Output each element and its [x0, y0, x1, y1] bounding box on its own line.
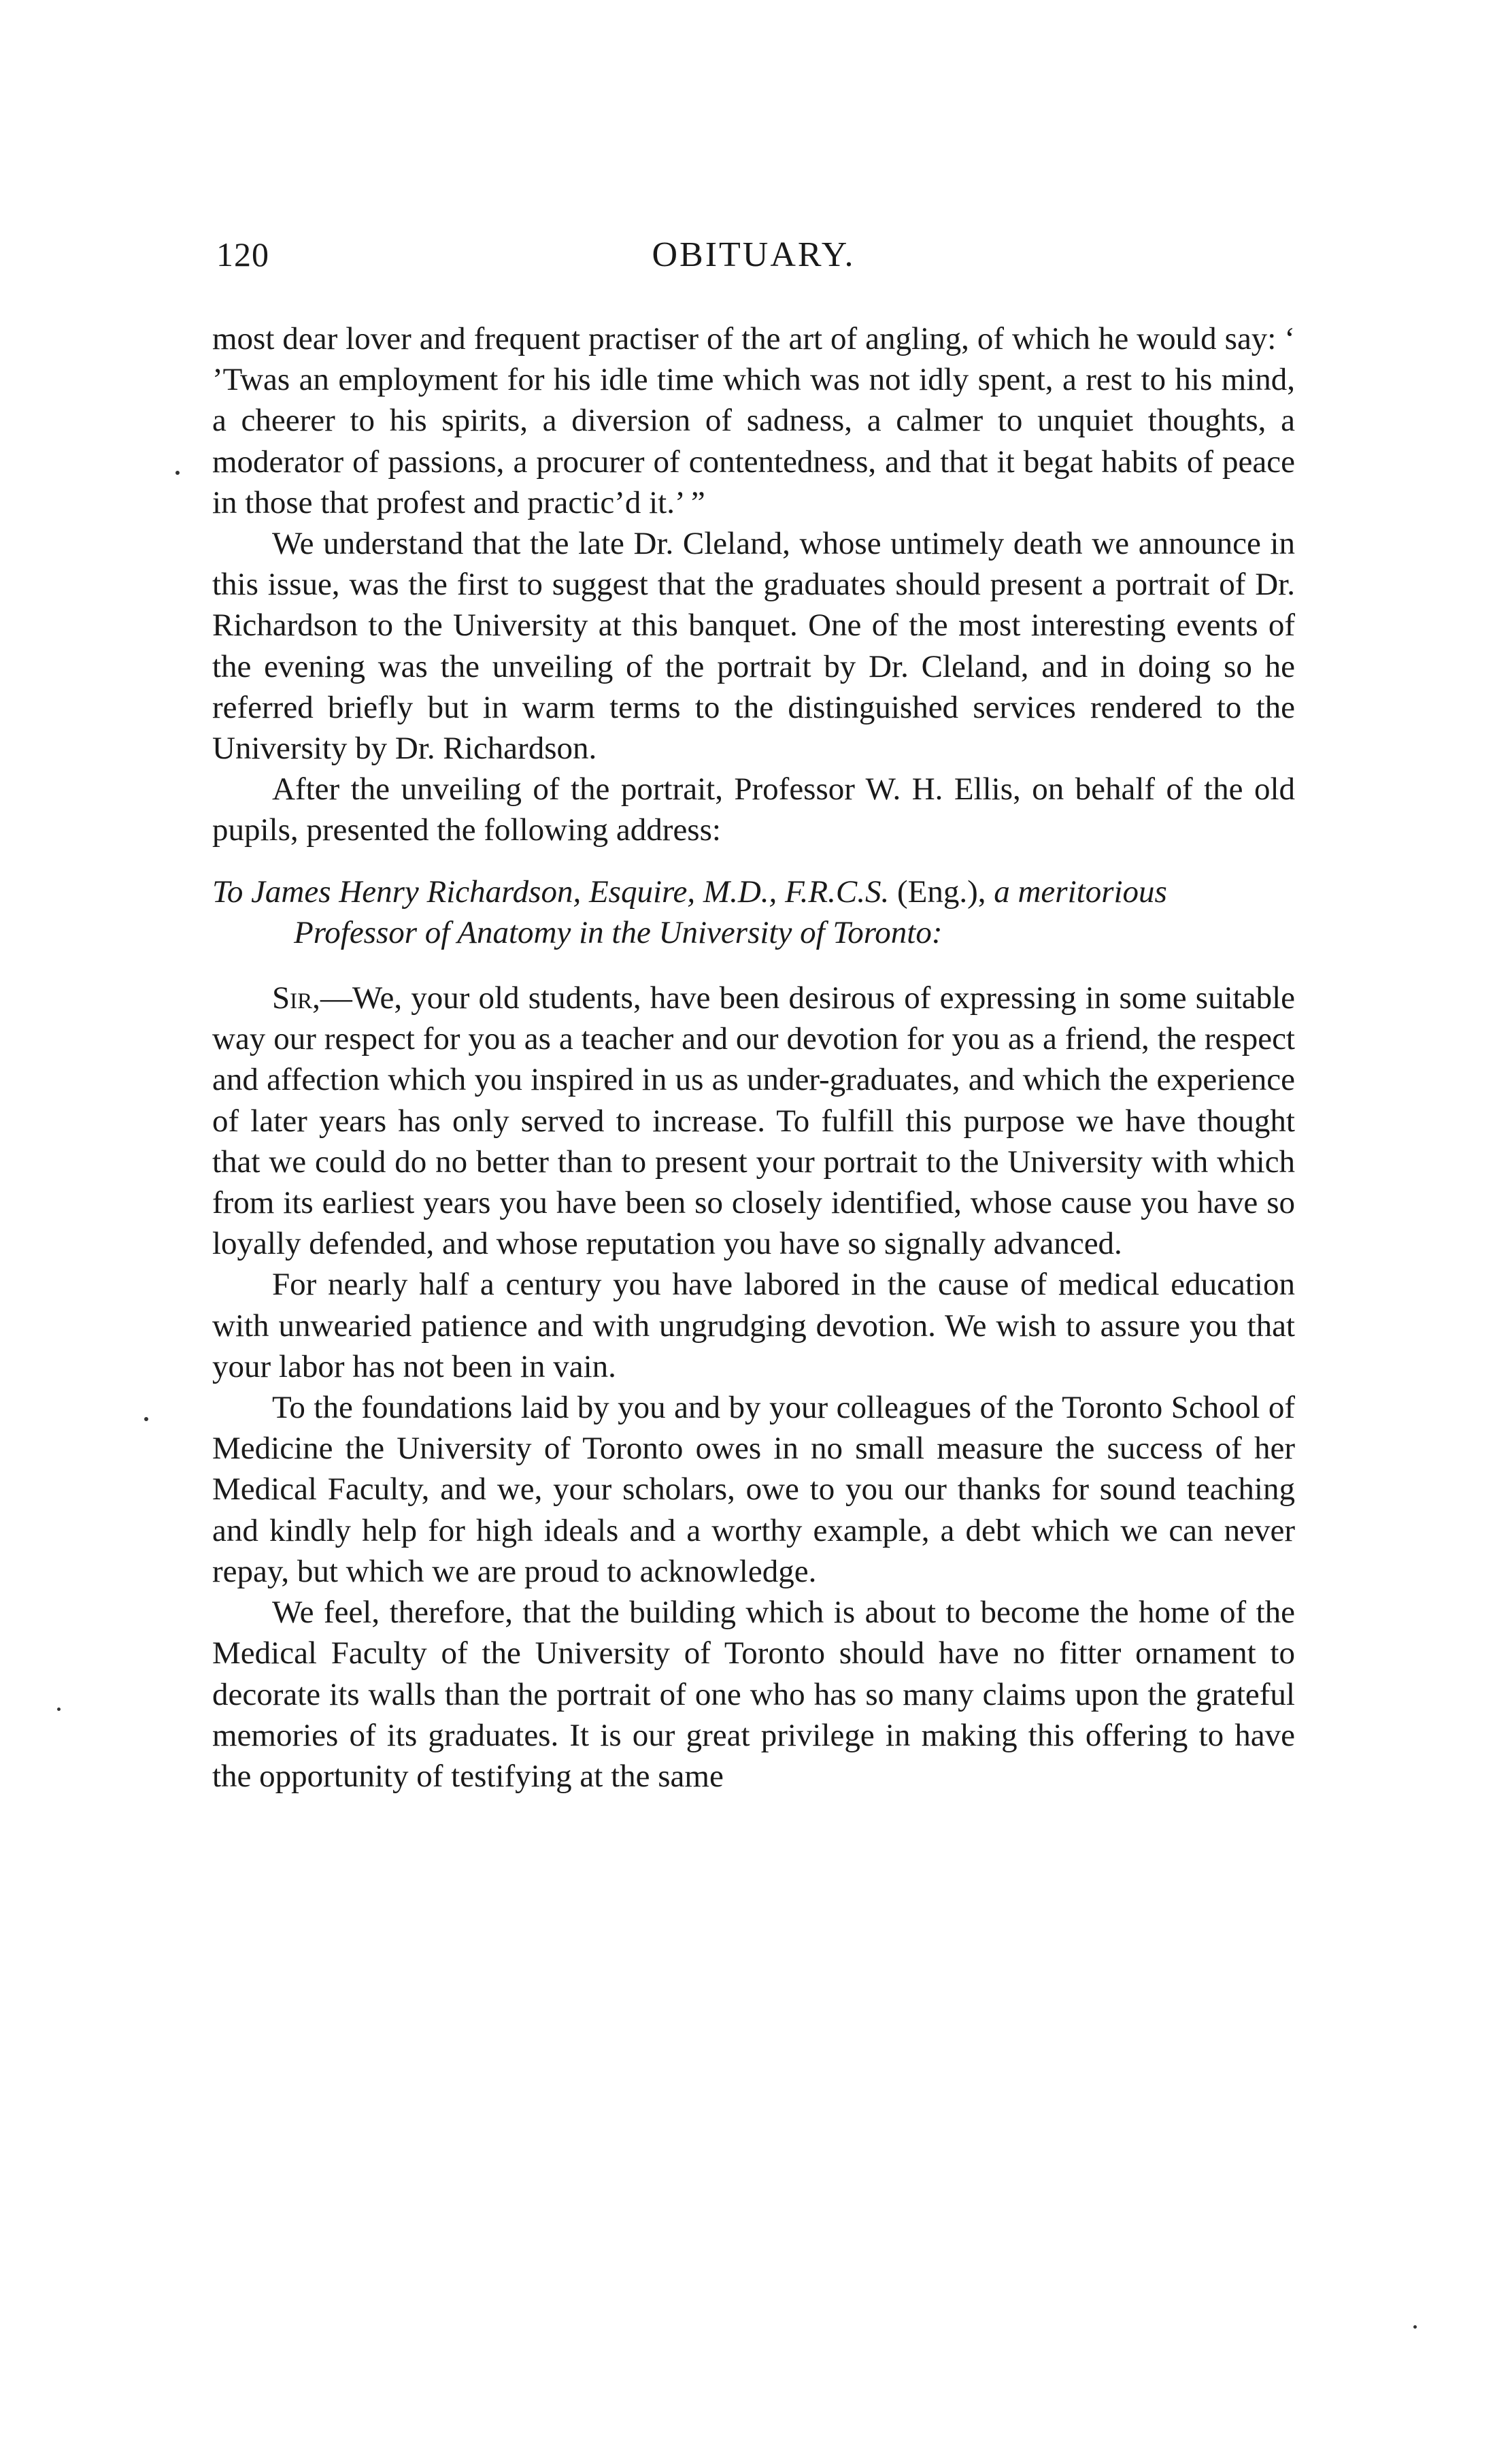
scan-speck [144, 1417, 148, 1421]
paragraph-building: We feel, therefore, that the building which is about to become the home of the Medical Faculty of the University of Toronto should have no fitter ornament to decorate its walls than the portrait of one who has so many claims upon the grateful memories of its graduates. It is our great privilege in making this offering to have the opportunity of testifying at the same [212, 1595, 1295, 1794]
scan-speck [57, 1708, 61, 1711]
running-head: OBITUARY. [652, 235, 856, 274]
paragraph-unveiling: After the unveiling of the portrait, Professor W. H. Ellis, on behalf of the old pupils, presented the following address: [212, 771, 1295, 848]
address-opening-text: —We, your old students, have been desirous of expressing in some suitable way our respect for you as a teacher and our devotion for you as a friend, the respect and affection which you inspired in us as under-graduates, and which the experience of later years has only served to increase. To fulfill this purpose we have thought that we could do no better than to present your portrait to the University with which from its earliest years you have been so closely identified, whose cause you have so loyally defended, and whose reputation you have so signally advanced. [212, 980, 1295, 1262]
paragraph-half-century: For nearly half a century you have labored in the cause of medical education with unwearied patience and with ungrudging devotion. We wish to assure you that your labor has not been in vain. [212, 1267, 1295, 1384]
salutation-eng: (Eng.), [896, 873, 986, 910]
page-number: 120 [216, 235, 269, 273]
paragraph-foundations: To the foundations laid by you and by your colleagues of the Toronto School of Medicine the University of Toronto owes in no small measure the success of her Medical Faculty, and we, your scholars, owe to you our thanks for sound teaching and kindly help for high ideals and a worthy example, a debt which we can never repay, but which we are proud to acknowledge. [212, 1390, 1295, 1589]
salutation-title: a meritorious Professor of Anatomy in the University of Toronto: [294, 873, 1167, 950]
address-salutation [212, 871, 1295, 953]
paragraph-cleland-portrait: We understand that the late Dr. Cleland, whose untimely death we announce in this issue, was the first to suggest that the graduates should present a portrait of Dr. Richardson to the University at this banquet. One of the most interesting events of the evening was the unveiling of the portrait by Dr. Cleland, and in doing so he referred briefly but in warm terms to the distinguished services rendered to the University by Dr. Richardson. [212, 526, 1295, 767]
paragraph-address-opening [212, 978, 1295, 1264]
paragraph-angling-quote: most dear lover and frequent practiser of the art of angling, of which he would say: ‘ ’Twas an employment for his idle time which was not idly spent, a rest to his mind, a cheerer to his spirits, a diversion of sadness, a calmer to unquiet thoughts, a moderator of passions, a procurer of contentedness, and that it begat habits of peace in those that profest and practic’d it.’ ” [212, 321, 1295, 520]
scan-speck [1413, 2325, 1417, 2329]
address-sir: Sir, [272, 980, 320, 1016]
scan-speck [175, 471, 180, 475]
body-text [212, 318, 1295, 1797]
page-header [216, 235, 1291, 289]
salutation-name: To James Henry Richardson, Esquire, M.D., F.R.C.S. [212, 873, 890, 910]
